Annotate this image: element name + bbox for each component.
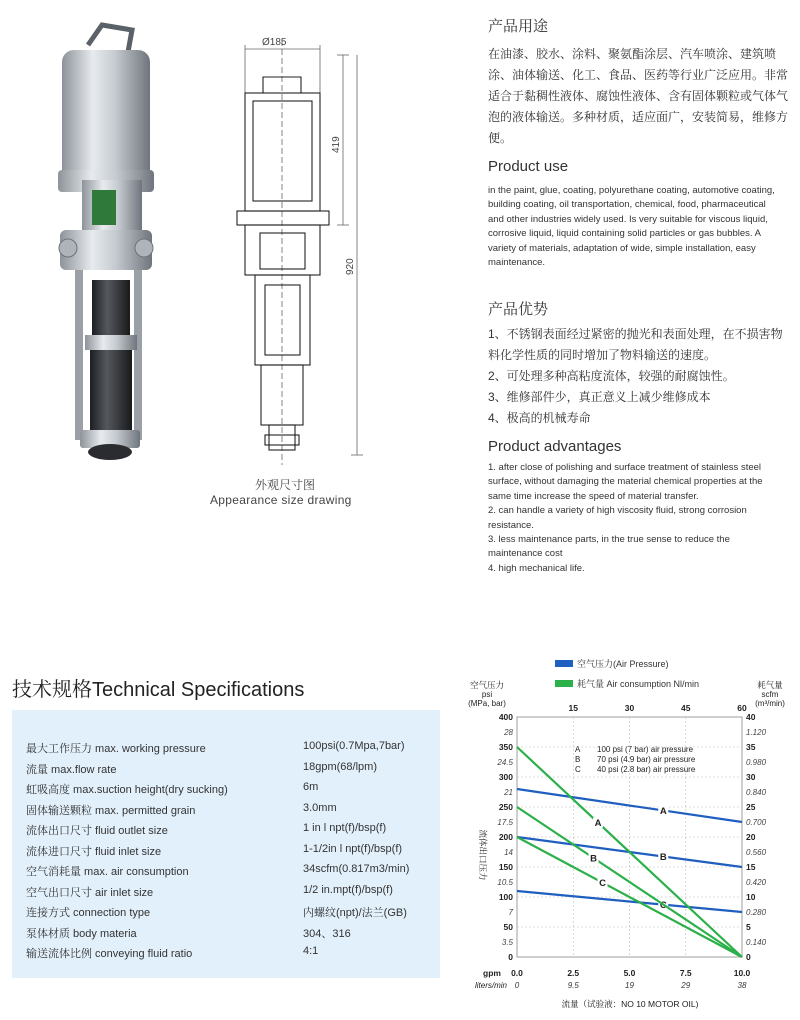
spec-value: 4:1 [303, 945, 319, 957]
tick-right-scfm: 5 [746, 922, 751, 932]
spec-row [26, 781, 436, 801]
advantages-title-cn: 产品优势 [488, 301, 549, 318]
tick-right-m3: 0.280 [746, 908, 767, 917]
tick-bottom-gpm: 0.0 [511, 968, 523, 978]
product-use-title-cn: 产品用途 [488, 18, 549, 35]
tick-top: 60 [737, 703, 747, 713]
tick-left-psi: 200 [498, 832, 513, 842]
spec-label: 空气消耗量 max. air consumption [26, 866, 189, 878]
advantage-en-3: 3. less maintenance parts, in the true sense to reduce the maintenance cost [488, 534, 730, 560]
tick-left-mpa: 10.5 [497, 878, 513, 887]
appearance-drawing [225, 35, 365, 470]
inner-legend-text-b: 70 psi (4.9 bar) air pressure [597, 755, 696, 764]
tick-left-psi: 350 [498, 742, 513, 752]
tick-left-psi: 300 [498, 772, 513, 782]
tick-right-scfm: 0 [746, 952, 751, 962]
tick-top: 45 [681, 703, 691, 713]
spec-row [26, 822, 436, 842]
tick-left-psi: 50 [503, 922, 513, 932]
legend-pressure: 空气压力(Air Pressure) [577, 659, 669, 669]
tick-right-m3: 1.120 [746, 728, 767, 737]
spec-value: 内螺纹(npt)/法兰(GB) [303, 907, 407, 919]
product-use-text-cn: 在油漆、胶水、涂料、聚氨酯涂层、汽车喷涂、建筑喷涂、油体输送、化工、食品、医药等行业广泛应用。非常适合于黏稠性液体、腐蚀性液体、含有固体颗粒或气体气泡的液体输送。多种材质，适应面广，安装简易，维修方便。 [488, 47, 789, 145]
spec-label: 泵体材质 body materia [26, 927, 137, 940]
drawing-caption-en: Appearance size drawing [210, 493, 352, 507]
spec-label: 流体进口尺寸 fluid inlet size [26, 845, 162, 858]
spec-row [26, 843, 436, 863]
spec-row [26, 945, 436, 965]
tick-left-psi: 0 [508, 952, 513, 962]
right-axis-title-2: scfm [761, 690, 779, 699]
tick-bottom-lpm: 29 [681, 981, 691, 990]
dim-920: 920 [345, 258, 356, 275]
tick-bottom-gpm: 5.0 [623, 968, 636, 978]
spec-value: 304、316 [303, 927, 351, 940]
spec-value: 1-1/2in l npt(f)/bsp(f) [303, 842, 403, 855]
inner-legend-key-a: A [575, 745, 581, 754]
tick-right-scfm: 25 [746, 802, 756, 812]
advantage-en-2: 2. can handle a variety of high viscosity fluid, strong corrosion resistance. [488, 505, 747, 531]
advantage-cn-3: 3、维修部件少，真正意义上减少维修成本 [488, 390, 711, 404]
spec-label: 空气出口尺寸 air inlet size [26, 886, 154, 899]
product-use-title-en: Product use [488, 158, 569, 175]
left-axis-title-2: psi [481, 690, 493, 699]
left-axis-title-1: 空气压力 [469, 680, 505, 690]
spec-value: 34scfm(0.817m3/min) [303, 863, 410, 875]
tick-right-m3: 0.560 [746, 848, 767, 857]
spec-row [26, 863, 436, 883]
vertical-axis-label: 流体出口压力 [478, 829, 488, 881]
tick-left-mpa: 3.5 [501, 938, 513, 947]
advantage-cn-4: 4、极高的机械寿命 [488, 411, 591, 425]
tick-left-mpa: 7 [508, 908, 513, 917]
drawing-caption-cn: 外观尺寸图 [255, 478, 316, 492]
tick-right-scfm: 10 [746, 892, 756, 902]
inner-legend-key-b: B [575, 755, 581, 764]
spec-label: 流体出口尺寸 fluid outlet size [26, 825, 168, 837]
legend-air: 耗气量 Air consumption Nl/min [577, 679, 700, 689]
specs-table [12, 710, 440, 978]
pump-photo [40, 20, 170, 470]
specs-title: 技术规格Technical Specifications [12, 679, 305, 701]
series-label-air-C: C [599, 878, 606, 890]
series-label-pressure-A: A [659, 805, 667, 817]
tick-left-mpa: 21 [504, 788, 513, 797]
spec-value: 100psi(0.7Mpa,7bar) [303, 740, 405, 752]
tick-right-m3: 0.700 [746, 818, 767, 827]
tick-bottom-gpm: 7.5 [679, 968, 692, 978]
legend-swatch-air [555, 680, 573, 687]
tick-right-m3: 0.140 [746, 938, 767, 947]
product-use-text-en: in the paint, glue, coating, polyurethane coating, automotive coating, building coating, oil transportation, chemical, food, pharmaceutical and other industries widely used. Is very suitable for viscous liquid, corrosive liquid, liquid containing solid particles or gas bubbles. A variety of materials, adaptation of wide, simple installation, easy maintenance. [488, 185, 775, 269]
advantages-list-cn [488, 324, 788, 429]
spec-row [26, 740, 436, 760]
spec-row [26, 904, 436, 924]
advantage-cn-1: 1、不锈钢表面经过紧密的抛光和表面处理，在不损害物料化学性质的同时增加了物料输送的速度。 [488, 327, 783, 362]
tick-top: 15 [568, 703, 578, 713]
x-unit-lpm: liters/min [474, 981, 507, 990]
dim-diameter: Ø185 [262, 37, 287, 48]
tick-right-m3: 0.980 [746, 758, 767, 767]
advantages-list-en [488, 461, 778, 576]
tick-bottom-lpm: 38 [737, 981, 747, 990]
dim-419: 419 [331, 136, 342, 153]
advantages-title-en: Product advantages [488, 438, 622, 455]
inner-legend-key-c: C [575, 765, 581, 774]
tick-left-psi: 400 [498, 712, 513, 722]
series-label-air-A: A [594, 818, 602, 830]
tick-right-scfm: 30 [746, 772, 756, 782]
advantage-cn-2: 2、可处理多种高粘度流体，较强的耐腐蚀性。 [488, 369, 735, 383]
x-unit-gpm: gpm [483, 968, 501, 978]
tick-left-mpa: 17.5 [497, 818, 513, 827]
spec-value: 3.0mm [303, 801, 337, 814]
spec-label: 流量 max.flow rate [26, 763, 117, 776]
performance-chart [455, 655, 800, 1020]
spec-label: 虹吸高度 max.suction height(dry sucking) [26, 784, 228, 796]
right-axis-title-1: 耗气量 [757, 680, 783, 690]
tick-bottom-lpm: 9.5 [567, 981, 579, 990]
spec-value: 1 in l npt(f)/bsp(f) [303, 822, 387, 834]
tick-bottom-gpm: 10.0 [733, 968, 751, 978]
spec-value: 18gpm(68/lpm) [303, 760, 377, 773]
series-label-pressure-B: B [659, 852, 667, 863]
tick-right-scfm: 40 [746, 712, 756, 722]
spec-label: 连接方式 connection type [26, 907, 151, 919]
spec-row [26, 884, 436, 904]
tick-top: 30 [624, 703, 635, 713]
inner-legend-text-c: 40 psi (2.8 bar) air pressure [597, 765, 696, 774]
tick-right-m3: 0.840 [746, 788, 767, 797]
legend-swatch-pressure [555, 660, 573, 667]
tick-bottom-lpm: 19 [625, 981, 634, 990]
spec-value: 6m [303, 781, 319, 793]
inner-legend-text-a: 100 psi (7 bar) air pressure [597, 745, 694, 754]
left-axis-title-3: (MPa, bar) [468, 699, 506, 708]
spec-label: 固体输送颗粒 max. permitted grain [26, 804, 196, 817]
tick-bottom-gpm: 2.5 [567, 968, 580, 978]
tick-bottom-lpm: 0 [514, 981, 520, 990]
series-label-pressure-C: C [659, 900, 667, 912]
tick-right-m3: 0.420 [746, 878, 767, 887]
tick-left-mpa: 28 [504, 728, 513, 737]
series-label-air-B: B [590, 853, 597, 865]
tick-right-scfm: 15 [746, 862, 756, 872]
spec-row [26, 761, 436, 781]
advantage-en-4: 4. high mechanical life. [488, 562, 585, 574]
tick-left-psi: 250 [498, 802, 513, 812]
tick-left-mpa: 24.5 [497, 758, 513, 767]
spec-row [26, 802, 436, 822]
spec-value: 1/2 in.mpt(f)/bsp(f) [303, 883, 393, 896]
tick-right-scfm: 20 [746, 832, 756, 842]
tick-left-mpa: 14 [504, 848, 513, 857]
tick-right-scfm: 35 [746, 742, 756, 752]
spec-label: 输送流体比例 conveying fluid ratio [26, 948, 193, 960]
spec-label: 最大工作压力 max. working pressure [26, 743, 206, 755]
tick-left-psi: 100 [498, 892, 513, 902]
advantage-en-1: 1. after close of polishing and surface treatment of stainless steel surface, without damaging the material chemical properties at the same time increase the speed of material transfer. [488, 462, 763, 502]
right-axis-title-3: (m³/min) [755, 699, 785, 708]
spec-row [26, 925, 436, 945]
x-axis-title: 流量（试验液：NO 10 MOTOR OIL) [561, 999, 699, 1009]
tick-left-psi: 150 [498, 862, 513, 872]
